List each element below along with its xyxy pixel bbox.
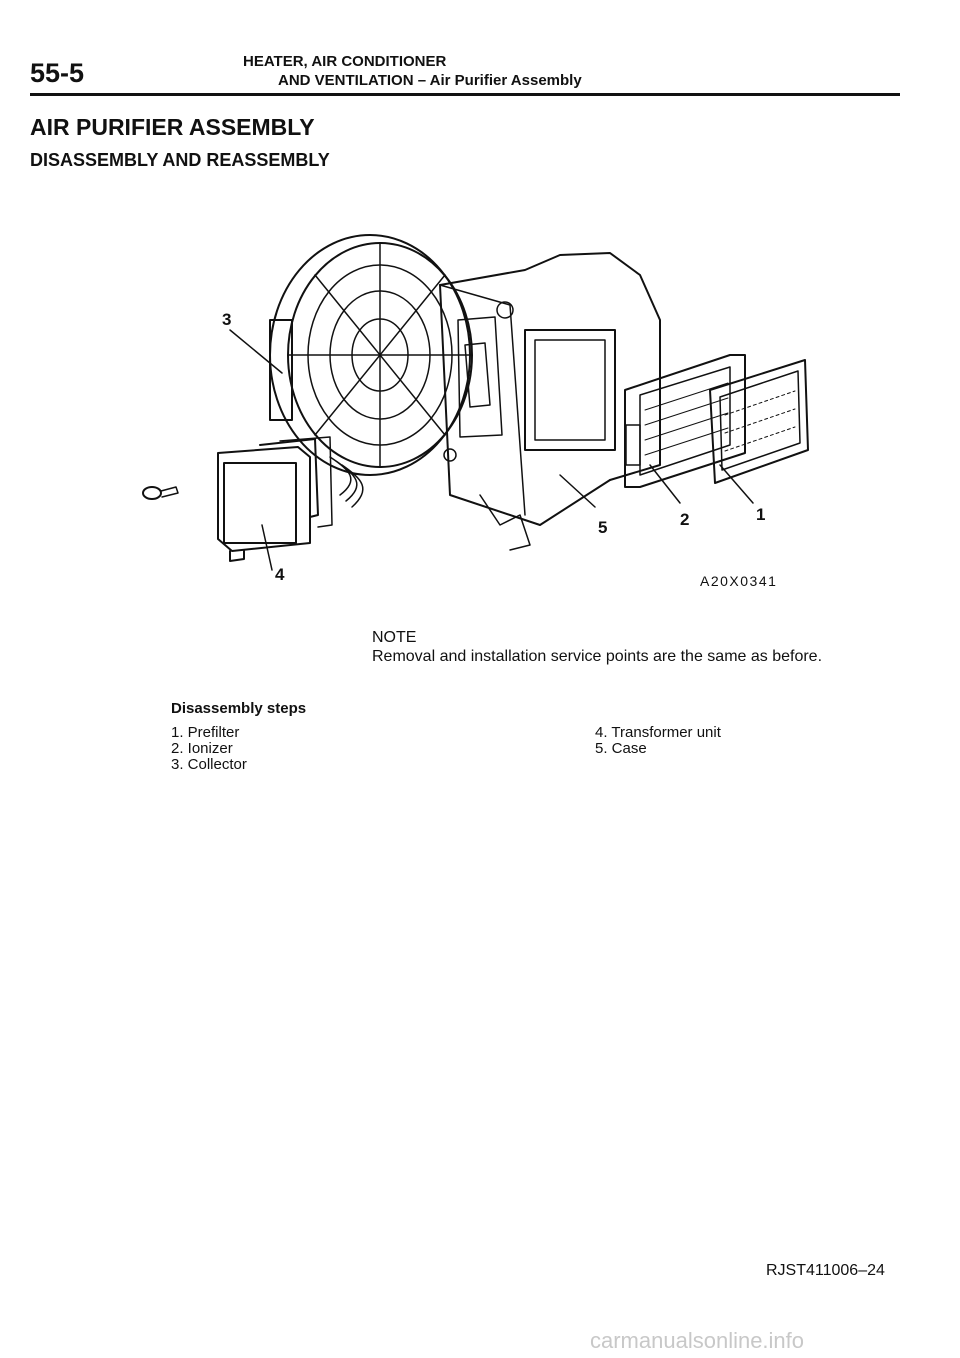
callout-2: 2 xyxy=(680,510,690,529)
step-item: 2. Ionizer xyxy=(171,740,233,757)
note-heading: NOTE xyxy=(372,629,417,646)
prefilter-drawing xyxy=(710,360,808,483)
callout-5: 5 xyxy=(598,518,608,537)
step-item: 4. Transformer unit xyxy=(595,724,721,741)
callout-4: 4 xyxy=(275,565,285,584)
transformer-unit-drawing xyxy=(218,437,332,561)
step-item: 5. Case xyxy=(595,740,647,757)
callout-3: 3 xyxy=(222,310,232,329)
callout-1: 1 xyxy=(756,505,766,524)
note-text: Removal and installation service points are the same as before. xyxy=(372,648,823,665)
header-line-2: AND VENTILATION – Air Purifier Assembly xyxy=(278,72,582,89)
header-rule xyxy=(30,93,900,96)
page-number: 55-5 xyxy=(30,58,85,88)
step-item: 1. Prefilter xyxy=(171,724,240,741)
screw-drawing xyxy=(143,487,178,499)
figure-code: A20X0341 xyxy=(700,573,778,589)
document-code: RJST411006–24 xyxy=(766,1262,885,1279)
header-line-1: HEATER, AIR CONDITIONER xyxy=(243,53,447,70)
page-title: AIR PURIFIER ASSEMBLY xyxy=(30,114,315,140)
ionizer-drawing xyxy=(625,355,745,487)
case-drawing xyxy=(440,253,660,550)
step-item: 3. Collector xyxy=(171,756,247,773)
section-subtitle: DISASSEMBLY AND REASSEMBLY xyxy=(30,150,330,170)
watermark: carmanualsonline.info xyxy=(590,1328,805,1353)
exploded-diagram xyxy=(140,225,840,595)
steps-heading: Disassembly steps xyxy=(171,700,307,717)
